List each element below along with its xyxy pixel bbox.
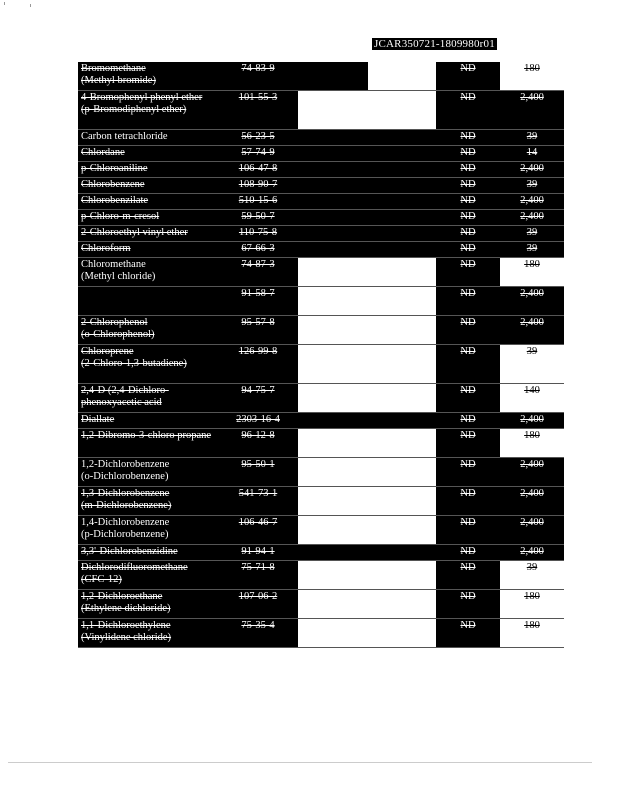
result-nd: ND	[436, 210, 500, 226]
chemical-name: 3,3'-Dichlorobenzidine	[78, 545, 218, 561]
chemical-name: 1,2-Dichloroethane (Ethylene dichloride)	[78, 590, 218, 619]
blank-cell	[298, 413, 368, 429]
table-row	[78, 258, 564, 287]
blank-cell	[368, 226, 436, 242]
cas-number: 75-35-4	[218, 619, 298, 648]
result-nd: ND	[436, 178, 500, 194]
reporting-limit: 180	[500, 590, 564, 619]
blank-cell	[368, 590, 436, 619]
reporting-limit: 39	[500, 226, 564, 242]
table-row	[78, 590, 564, 619]
scan-speck	[4, 2, 5, 5]
result-nd: ND	[436, 130, 500, 146]
blank-cell	[298, 458, 368, 487]
chemical-name: 4-Bromophenyl phenyl ether (p-Bromodiphenyl ether)	[78, 91, 218, 130]
result-nd: ND	[436, 590, 500, 619]
blank-cell	[298, 62, 368, 91]
result-nd: ND	[436, 429, 500, 458]
blank-cell	[298, 91, 368, 130]
blank-cell	[368, 210, 436, 226]
chemical-name: Chlordane	[78, 146, 218, 162]
blank-cell	[368, 619, 436, 648]
table-row	[78, 384, 564, 413]
blank-cell	[298, 130, 368, 146]
result-nd: ND	[436, 516, 500, 545]
chemical-name: p-Chloroaniline	[78, 162, 218, 178]
result-nd: ND	[436, 487, 500, 516]
blank-cell	[298, 619, 368, 648]
scan-speck	[30, 4, 31, 7]
cas-number: 75-71-8	[218, 561, 298, 590]
chemical-name: Chlorobenzilate	[78, 194, 218, 210]
blank-cell	[298, 226, 368, 242]
table-row	[78, 146, 564, 162]
cas-number: 101-55-3	[218, 91, 298, 130]
reporting-limit: 2,400	[500, 316, 564, 345]
result-nd: ND	[436, 384, 500, 413]
cas-number: 107-06-2	[218, 590, 298, 619]
reporting-limit: 140	[500, 384, 564, 413]
blank-cell	[298, 210, 368, 226]
table-row	[78, 130, 564, 146]
result-nd: ND	[436, 458, 500, 487]
blank-cell	[298, 258, 368, 287]
blank-cell	[368, 458, 436, 487]
blank-cell	[368, 62, 436, 91]
reporting-limit: 2,400	[500, 162, 564, 178]
cas-number: 106-46-7	[218, 516, 298, 545]
reporting-limit: 2,400	[500, 91, 564, 130]
chemical-name: 1,4-Dichlorobenzene (p-Dichlorobenzene)	[78, 516, 218, 545]
result-nd: ND	[436, 146, 500, 162]
chemical-name: Chloroprene (2-Chloro-1,3-butadiene)	[78, 345, 218, 384]
result-nd: ND	[436, 226, 500, 242]
reporting-limit: 2,400	[500, 210, 564, 226]
table-row	[78, 242, 564, 258]
table-row	[78, 178, 564, 194]
chemical-name: Carbon tetrachloride	[78, 130, 218, 146]
blank-cell	[298, 561, 368, 590]
table-row	[78, 619, 564, 648]
reporting-limit: 2,400	[500, 545, 564, 561]
blank-cell	[368, 146, 436, 162]
table-row	[78, 91, 564, 130]
cas-number: 74-87-3	[218, 258, 298, 287]
blank-cell	[368, 384, 436, 413]
result-nd: ND	[436, 413, 500, 429]
blank-cell	[368, 429, 436, 458]
cas-number: 541-73-1	[218, 487, 298, 516]
reporting-limit: 39	[500, 242, 564, 258]
reporting-limit: 39	[500, 345, 564, 384]
blank-cell	[368, 561, 436, 590]
blank-cell	[368, 316, 436, 345]
blank-cell	[368, 178, 436, 194]
cas-number: 110-75-8	[218, 226, 298, 242]
cas-number: 94-75-7	[218, 384, 298, 413]
result-nd: ND	[436, 619, 500, 648]
chemical-name: Diallate	[78, 413, 218, 429]
reporting-limit: 2,400	[500, 194, 564, 210]
result-nd: ND	[436, 545, 500, 561]
cas-number: 56-23-5	[218, 130, 298, 146]
chemical-name: 2,4-D (2,4-Dichloro-phenoxyacetic acid	[78, 384, 218, 413]
blank-cell	[368, 545, 436, 561]
blank-cell	[298, 178, 368, 194]
cas-number: 96-12-8	[218, 429, 298, 458]
table-row	[78, 287, 564, 316]
chemical-name: Chloromethane (Methyl chloride)	[78, 258, 218, 287]
blank-cell	[298, 590, 368, 619]
chemical-name: 1,2-Dichlorobenzene (o-Dichlorobenzene)	[78, 458, 218, 487]
chemical-name: Chlorobenzene	[78, 178, 218, 194]
cas-number: 57-74-9	[218, 146, 298, 162]
blank-cell	[368, 258, 436, 287]
cas-number: 95-50-1	[218, 458, 298, 487]
chemical-name: Dichlorodifluoromethane (CFC-12)	[78, 561, 218, 590]
table-row	[78, 226, 564, 242]
reporting-limit: 180	[500, 619, 564, 648]
blank-cell	[298, 516, 368, 545]
table-row	[78, 194, 564, 210]
result-nd: ND	[436, 194, 500, 210]
cas-number: 2303-16-4	[218, 413, 298, 429]
table-row	[78, 210, 564, 226]
chemical-name: Bromomethane (Methyl bromide)	[78, 62, 218, 91]
table-row	[78, 487, 564, 516]
reporting-limit: 180	[500, 429, 564, 458]
blank-cell	[368, 287, 436, 316]
table-row	[78, 545, 564, 561]
result-nd: ND	[436, 258, 500, 287]
result-nd: ND	[436, 561, 500, 590]
table-row	[78, 162, 564, 178]
blank-cell	[368, 194, 436, 210]
chemical-name: Chloroform	[78, 242, 218, 258]
chemical-table	[78, 62, 564, 648]
reporting-limit: 2,400	[500, 287, 564, 316]
reporting-limit: 2,400	[500, 458, 564, 487]
blank-cell	[298, 316, 368, 345]
blank-cell	[298, 162, 368, 178]
blank-cell	[368, 242, 436, 258]
reporting-limit: 2,400	[500, 516, 564, 545]
cas-number: 126-99-8	[218, 345, 298, 384]
table-row	[78, 413, 564, 429]
table-row	[78, 316, 564, 345]
cas-number: 91-94-1	[218, 545, 298, 561]
blank-cell	[368, 345, 436, 384]
result-nd: ND	[436, 287, 500, 316]
chemical-name: p-Chloro-m-cresol	[78, 210, 218, 226]
reporting-limit: 2,400	[500, 487, 564, 516]
cas-number: 91-58-7	[218, 287, 298, 316]
blank-cell	[298, 146, 368, 162]
blank-cell	[368, 487, 436, 516]
chemical-name: 2-Chloroethyl vinyl ether	[78, 226, 218, 242]
blank-cell	[298, 287, 368, 316]
cas-number: 67-66-3	[218, 242, 298, 258]
table-row	[78, 561, 564, 590]
blank-cell	[368, 91, 436, 130]
reporting-limit: 39	[500, 130, 564, 146]
result-nd: ND	[436, 242, 500, 258]
chemical-name: 1,3-Dichlorobenzene (m-Dichlorobenzene)	[78, 487, 218, 516]
blank-cell	[368, 413, 436, 429]
blank-cell	[298, 345, 368, 384]
cas-number: 59-50-7	[218, 210, 298, 226]
table-row	[78, 345, 564, 384]
document-id: JCAR350721-1809980r01	[374, 38, 495, 50]
blank-cell	[368, 130, 436, 146]
result-nd: ND	[436, 316, 500, 345]
reporting-limit: 14	[500, 146, 564, 162]
chemical-name: 1,2-Dibromo-3-chloro propane	[78, 429, 218, 458]
cas-number: 95-57-8	[218, 316, 298, 345]
table-row	[78, 458, 564, 487]
blank-cell	[298, 194, 368, 210]
result-nd: ND	[436, 345, 500, 384]
cas-number: 108-90-7	[218, 178, 298, 194]
result-nd: ND	[436, 91, 500, 130]
reporting-limit: 39	[500, 561, 564, 590]
table-row	[78, 429, 564, 458]
chemical-name	[78, 287, 218, 316]
blank-cell	[368, 162, 436, 178]
reporting-limit: 180	[500, 258, 564, 287]
reporting-limit: 2,400	[500, 413, 564, 429]
table-row	[78, 62, 564, 91]
blank-cell	[298, 384, 368, 413]
chemical-name: 2-Chlorophenol (o-Chlorophenol)	[78, 316, 218, 345]
table-row	[78, 516, 564, 545]
cas-number: 510-15-6	[218, 194, 298, 210]
result-nd: ND	[436, 62, 500, 91]
chemical-name: 1,1-Dichloroethylene (Vinylidene chloride)	[78, 619, 218, 648]
result-nd: ND	[436, 162, 500, 178]
blank-cell	[298, 487, 368, 516]
blank-cell	[298, 545, 368, 561]
cas-number: 74-83-9	[218, 62, 298, 91]
reporting-limit: 180	[500, 62, 564, 91]
page-rule	[8, 762, 592, 763]
blank-cell	[298, 429, 368, 458]
reporting-limit: 39	[500, 178, 564, 194]
blank-cell	[368, 516, 436, 545]
blank-cell	[298, 242, 368, 258]
cas-number: 106-47-8	[218, 162, 298, 178]
